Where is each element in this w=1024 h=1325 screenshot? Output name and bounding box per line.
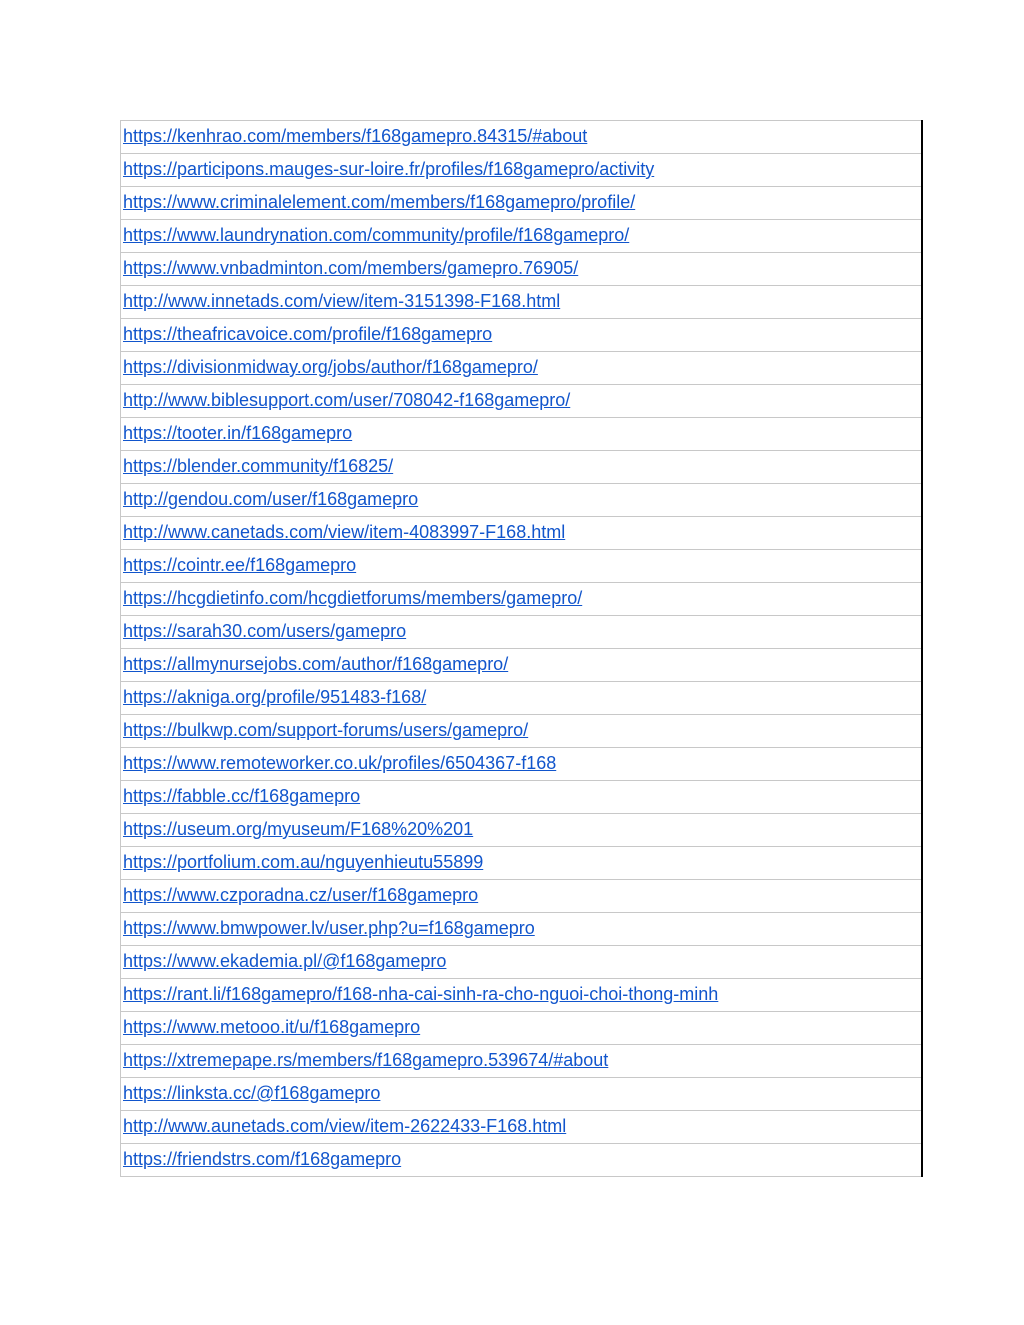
table-row bbox=[121, 352, 923, 385]
link[interactable]: https://sarah30.com/users/gamepro bbox=[123, 621, 407, 641]
table-row bbox=[121, 979, 923, 1012]
table-row bbox=[121, 286, 923, 319]
table-row bbox=[121, 220, 923, 253]
link[interactable]: https://divisionmidway.org/jobs/author/f168gamepro/ bbox=[123, 357, 538, 377]
table-cell bbox=[121, 484, 923, 517]
table-cell bbox=[121, 748, 923, 781]
link[interactable]: https://www.czporadna.cz/user/f168gamepro bbox=[123, 885, 479, 905]
table-row bbox=[121, 121, 923, 154]
link[interactable]: https://useum.org/myuseum/F168%20%201 bbox=[123, 819, 474, 839]
link[interactable]: https://www.remoteworker.co.uk/profiles/6504367-f168 bbox=[123, 753, 557, 773]
table-row bbox=[121, 1012, 923, 1045]
link[interactable]: https://www.metooo.it/u/f168gamepro bbox=[123, 1017, 421, 1037]
table-row bbox=[121, 781, 923, 814]
table-cell bbox=[121, 814, 923, 847]
table-cell bbox=[121, 286, 923, 319]
table-row bbox=[121, 946, 923, 979]
table-cell bbox=[121, 1045, 923, 1078]
table-cell bbox=[121, 946, 923, 979]
table-row bbox=[121, 187, 923, 220]
table-row bbox=[121, 748, 923, 781]
table-row bbox=[121, 682, 923, 715]
link[interactable]: https://participons.mauges-sur-loire.fr/profiles/f168gamepro/activity bbox=[123, 159, 655, 179]
link[interactable]: https://portfolium.com.au/nguyenhieutu55899 bbox=[123, 852, 484, 872]
link[interactable]: https://akniga.org/profile/951483-f168/ bbox=[123, 687, 427, 707]
table-cell bbox=[121, 154, 923, 187]
table-row bbox=[121, 1144, 923, 1177]
table-row bbox=[121, 517, 923, 550]
table-cell bbox=[121, 1111, 923, 1144]
table-row bbox=[121, 451, 923, 484]
link[interactable]: https://hcgdietinfo.com/hcgdietforums/members/gamepro/ bbox=[123, 588, 583, 608]
table-row bbox=[121, 913, 923, 946]
table-cell bbox=[121, 781, 923, 814]
table-row bbox=[121, 550, 923, 583]
table-cell bbox=[121, 1012, 923, 1045]
table-cell bbox=[121, 649, 923, 682]
table-row bbox=[121, 814, 923, 847]
table-row bbox=[121, 715, 923, 748]
table-row bbox=[121, 1111, 923, 1144]
link[interactable]: https://xtremepape.rs/members/f168gamepro.539674/#about bbox=[123, 1050, 609, 1070]
table-cell bbox=[121, 220, 923, 253]
table-cell bbox=[121, 517, 923, 550]
link[interactable]: https://theafricavoice.com/profile/f168gamepro bbox=[123, 324, 493, 344]
link[interactable]: https://www.laundrynation.com/community/profile/f168gamepro/ bbox=[123, 225, 630, 245]
table-cell bbox=[121, 187, 923, 220]
table-cell bbox=[121, 451, 923, 484]
link[interactable]: https://kenhrao.com/members/f168gamepro.84315/#about bbox=[123, 126, 588, 146]
link[interactable]: https://allmynursejobs.com/author/f168gamepro/ bbox=[123, 654, 509, 674]
table-row bbox=[121, 385, 923, 418]
link[interactable]: https://linksta.cc/@f168gamepro bbox=[123, 1083, 381, 1103]
table-row bbox=[121, 880, 923, 913]
link[interactable]: https://rant.li/f168gamepro/f168-nha-cai-sinh-ra-cho-nguoi-choi-thong-minh bbox=[123, 984, 719, 1004]
link[interactable]: http://gendou.com/user/f168gamepro bbox=[123, 489, 419, 509]
table-cell bbox=[121, 418, 923, 451]
link-table bbox=[120, 120, 923, 1177]
table-cell bbox=[121, 979, 923, 1012]
link[interactable]: https://www.ekademia.pl/@f168gamepro bbox=[123, 951, 447, 971]
table-row bbox=[121, 253, 923, 286]
link[interactable]: https://blender.community/f16825/ bbox=[123, 456, 394, 476]
table-cell bbox=[121, 550, 923, 583]
table-row bbox=[121, 154, 923, 187]
table-cell bbox=[121, 715, 923, 748]
table-cell bbox=[121, 1144, 923, 1177]
link[interactable]: https://www.vnbadminton.com/members/gamepro.76905/ bbox=[123, 258, 579, 278]
link[interactable]: https://www.bmwpower.lv/user.php?u=f168gamepro bbox=[123, 918, 535, 938]
table-row bbox=[121, 484, 923, 517]
link[interactable]: http://www.biblesupport.com/user/708042-f168gamepro/ bbox=[123, 390, 571, 410]
table-row bbox=[121, 1078, 923, 1111]
table-cell bbox=[121, 847, 923, 880]
link[interactable]: https://www.criminalelement.com/members/f168gamepro/profile/ bbox=[123, 192, 636, 212]
link[interactable]: https://cointr.ee/f168gamepro bbox=[123, 555, 357, 575]
link[interactable]: https://bulkwp.com/support-forums/users/gamepro/ bbox=[123, 720, 529, 740]
link-table-body bbox=[121, 121, 923, 1177]
table-cell bbox=[121, 352, 923, 385]
table-cell bbox=[121, 121, 923, 154]
table-cell bbox=[121, 682, 923, 715]
table-cell bbox=[121, 253, 923, 286]
table-row bbox=[121, 418, 923, 451]
table-cell bbox=[121, 385, 923, 418]
table-cell bbox=[121, 319, 923, 352]
table-cell bbox=[121, 880, 923, 913]
link[interactable]: https://friendstrs.com/f168gamepro bbox=[123, 1149, 402, 1169]
table-row bbox=[121, 616, 923, 649]
table-cell bbox=[121, 616, 923, 649]
table-row bbox=[121, 1045, 923, 1078]
table-cell bbox=[121, 583, 923, 616]
table-cell bbox=[121, 1078, 923, 1111]
table-row bbox=[121, 649, 923, 682]
table-row bbox=[121, 583, 923, 616]
link[interactable]: http://www.aunetads.com/view/item-2622433-F168.html bbox=[123, 1116, 567, 1136]
link[interactable]: http://www.innetads.com/view/item-3151398-F168.html bbox=[123, 291, 561, 311]
link[interactable]: https://fabble.cc/f168gamepro bbox=[123, 786, 361, 806]
table-row bbox=[121, 319, 923, 352]
table-row bbox=[121, 847, 923, 880]
link[interactable]: http://www.canetads.com/view/item-4083997-F168.html bbox=[123, 522, 566, 542]
table-cell bbox=[121, 913, 923, 946]
link[interactable]: https://tooter.in/f168gamepro bbox=[123, 423, 353, 443]
